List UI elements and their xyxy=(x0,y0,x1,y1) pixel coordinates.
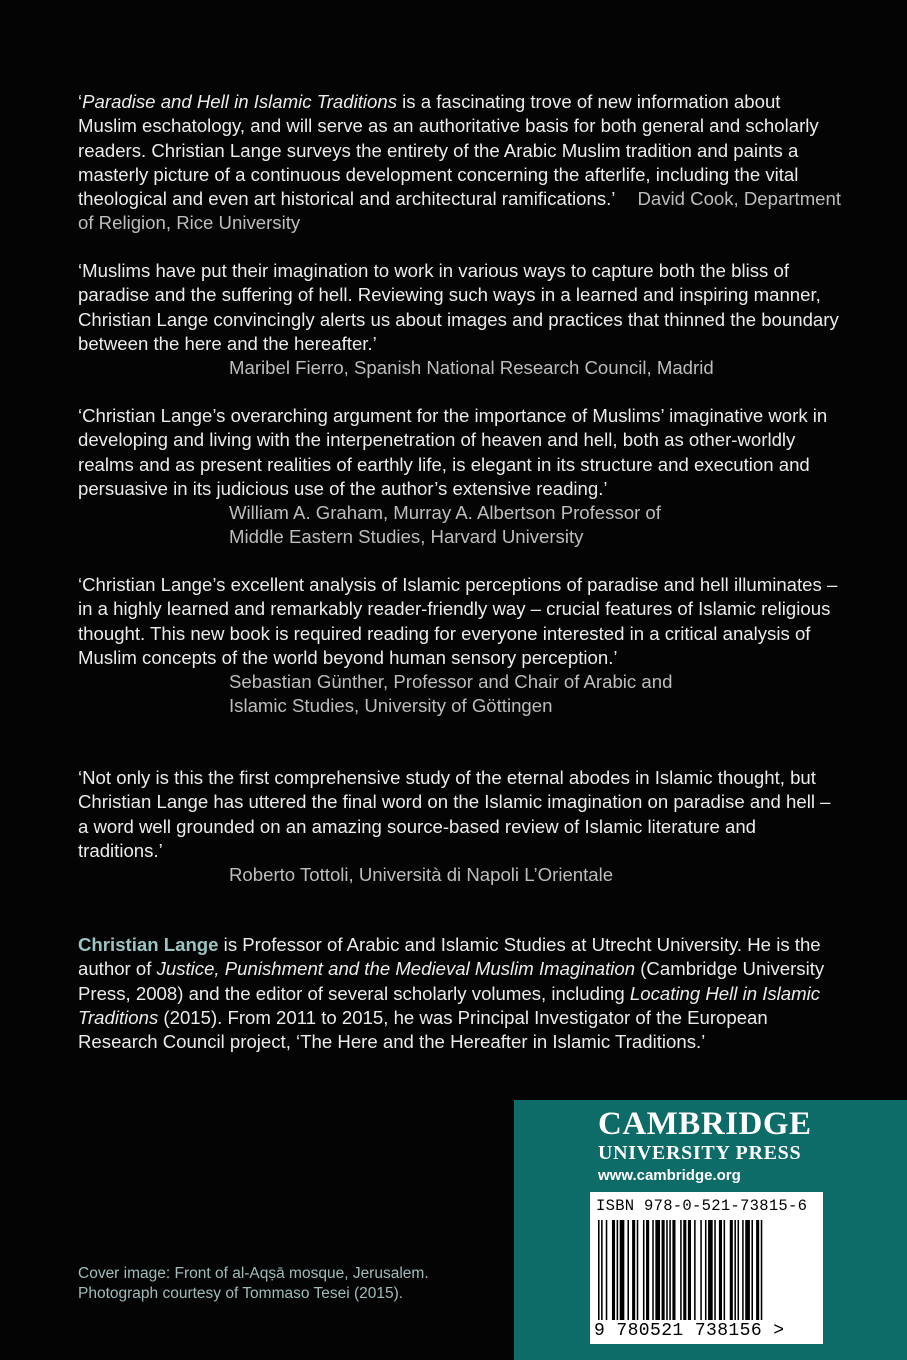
quote-text: is a fascinating trove of new information about Muslim eschatology, and will serve as an authoritative basis for both general and scholarly readers. Christian Lange surveys the entirety of the Arabic Muslim tradition and paints a masterly picture of a continuous development concerning the afterlife, including the vital theological and even art historical and architectural ramifications.’ xyxy=(78,91,819,210)
quote-attribution-line-1: Sebastian Günther, Professor and Chair of Arabic and xyxy=(229,671,673,693)
blurb-quote-4 xyxy=(78,573,843,719)
quote-text: ‘Not only is this the first comprehensive study of the eternal abodes in Islamic thought, but Christian Lange has uttered the final word on the Islamic imagination on paradise and hell – a word well grounded on an amazing source-based review of Islamic literature and traditions.’ xyxy=(78,767,831,861)
quote-attribution: David Cook, Department of Religion, Rice University xyxy=(78,188,842,234)
bio-text: is Professor of Arabic and Islamic Studies at Utrecht University. He is the author of xyxy=(78,934,821,980)
cover-image-credit xyxy=(78,1264,429,1304)
credit-line-1: Cover image: Front of al-Aqṣā mosque, Jerusalem. xyxy=(78,1265,429,1282)
credit-line-2: Photograph courtesy of Tommaso Tesei (2015). xyxy=(78,1285,404,1302)
quote-attribution-line-2: Middle Eastern Studies, Harvard University xyxy=(229,526,584,548)
bio-text: (Cambridge University Press, 2008) and the editor of several scholarly volumes, including xyxy=(78,958,825,1004)
quote-text: ‘Christian Lange’s excellent analysis of Islamic perceptions of paradise and hell illuminates – in a highly learned and remarkably reader-friendly way – crucial features of Islamic religious thought. This new book is required reading for everyone interested in a critical analysis of Muslim concepts of the world beyond human sensory perception.’ xyxy=(78,574,838,668)
author-bio xyxy=(78,933,838,1054)
barcode-label xyxy=(590,1192,823,1344)
quote-attribution-line-1: William A. Graham, Murray A. Albertson Professor of xyxy=(229,502,661,524)
ean-digits: 9 780521 738156 > xyxy=(594,1321,822,1341)
barcode-icon xyxy=(598,1220,816,1320)
quote-attribution: Maribel Fierro, Spanish National Research Council, Madrid xyxy=(229,357,714,379)
publisher-panel xyxy=(514,1100,907,1360)
quote-text: ‘Muslims have put their imagination to work in various ways to capture both the bliss of paradise and the suffering of hell. Reviewing such ways in a learned and inspiring manner, Christian Lange convincingly alerts us about images and practices that thinned the boundary between the here and the hereafter.’ xyxy=(78,260,839,354)
quote-book-title: Paradise and Hell in Islamic Traditions xyxy=(82,91,397,112)
bio-text: (2015). From 2011 to 2015, he was Principal Investigator of the European Research Council project, ‘The Here and the Hereafter in Islamic Traditions.’ xyxy=(78,1006,768,1053)
author-name: Christian Lange xyxy=(78,934,219,955)
isbn-number: ISBN 978-0-521-73815-6 xyxy=(596,1197,808,1215)
publisher-logo xyxy=(598,1106,898,1164)
quote-attribution: Roberto Tottoli, Università di Napoli L’Orientale xyxy=(229,864,614,886)
publisher-url: www.cambridge.org xyxy=(598,1167,741,1184)
blurb-quote-5 xyxy=(78,766,843,887)
bio-book-title-2: Locating Hell in Islamic Traditions xyxy=(78,982,821,1028)
blurb-quote-3 xyxy=(78,404,843,550)
publisher-name-line-1: CAMBRIDGE xyxy=(598,1106,812,1142)
quote-text: ‘Christian Lange’s overarching argument for the importance of Muslims’ imaginative work in developing and living with the interpenetration of heaven and hell, both as other-worldly realms and as present realities of earthly life, is elegant in its structure and execution and persuasive in its judicious use of the author’s extensive reading.’ xyxy=(78,405,828,499)
publisher-name-line-2: UNIVERSITY PRESS xyxy=(598,1142,802,1164)
quote-attribution-line-2: Islamic Studies, University of Göttingen xyxy=(229,695,553,717)
blurb-quote-2 xyxy=(78,259,843,380)
bio-book-title-1: Justice, Punishment and the Medieval Muslim Imagination xyxy=(156,958,636,980)
blurb-quote-1: ‘Paradise and Hell in Islamic Traditions is a fascinating trove of new information about Muslim eschatology, and will serve as an authoritative basis for both general and scholarly readers. Christian Lange surveys the entirety of the Arabic Muslim tradition and paints a masterly picture of a continuous development concerning the afterlife, including the vital theological and even art historical and architectural ramifications.’ David Cook, Department of Religion, Rice University xyxy=(78,91,842,234)
